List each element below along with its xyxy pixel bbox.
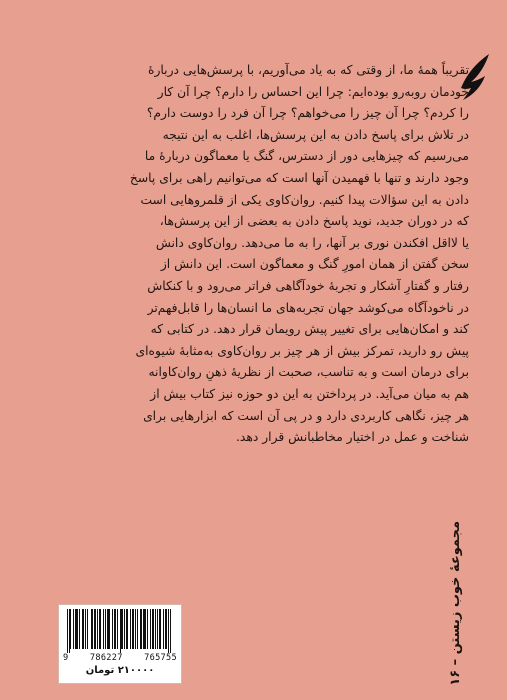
barcode-bar <box>91 609 92 649</box>
barcode-bar <box>143 609 144 649</box>
barcode-bar <box>165 609 166 649</box>
body-line: در ناخودآگاه می‌کوشد جهان تجربه‌های ما انسان‌ها را قابل‌فهم‌تر <box>147 300 469 315</box>
barcode-icon <box>67 609 173 653</box>
barcode-bar <box>126 609 127 649</box>
body-line: را کردم؟ چرا آن چیز را می‌خواهم؟ چرا آن فرد را دوست دارم؟ <box>146 106 469 121</box>
barcode-bar <box>147 609 148 649</box>
barcode-bar <box>87 609 88 649</box>
barcode-bar <box>79 609 80 649</box>
barcode-bar <box>153 609 154 649</box>
barcode-bar <box>117 609 118 649</box>
barcode-bar <box>97 609 98 649</box>
body-line: در تلاش برای پاسخ دادن به این پرسش‌ها، اغلب به این نتیجه <box>162 127 469 142</box>
barcode-bar <box>82 609 83 649</box>
body-line: تقریباً همهٔ ما، از وقتی که به یاد می‌آوریم، با پرسش‌هایی دربارهٔ <box>148 63 469 77</box>
barcode-bar <box>152 609 153 649</box>
barcode-bar <box>99 609 100 649</box>
barcode-bar <box>95 609 96 649</box>
barcode-bar <box>77 609 78 649</box>
barcode-bar <box>140 609 141 649</box>
barcode-bar <box>70 609 71 649</box>
barcode-bar <box>130 609 131 649</box>
barcode-bar <box>67 609 68 653</box>
isbn-prefix: 9 <box>63 653 69 663</box>
body-line: می‌رسیم که چیزهایی دور از دسترس، گنگ یا معماگون دربارهٔ ما <box>144 149 469 164</box>
isbn-group-1: 786227 <box>89 653 123 663</box>
series-text: مجموعهٔ خوب زیستن – ۱۶ <box>447 520 463 686</box>
isbn-group-2: 765755 <box>144 653 177 663</box>
body-line: وجود دارند و تنها با فهمیدن آنها است که می‌توانیم راهی برای پاسخ <box>129 170 469 185</box>
barcode-bar <box>108 609 109 649</box>
barcode-label <box>58 604 182 684</box>
barcode-bar <box>115 609 116 649</box>
body-line: که در دوران جدید، نوید پاسخ دادن به بعضی از این پرسش‌ها، <box>159 214 469 229</box>
barcode-bar <box>168 609 169 653</box>
isbn-number <box>63 653 177 663</box>
barcode-bar <box>103 609 104 649</box>
barcode-bar <box>160 609 161 649</box>
body-line: برای درمان است و به تناسب، صحبت از نظریهٔ ذهنِ روان‌کاوانه <box>148 365 469 380</box>
barcode-bar <box>83 609 84 649</box>
body-line: خودمان روبه‌رو بوده‌ایم: چرا این احساس را دارم؟ چرا آن کار <box>157 84 469 99</box>
body-line: کند و امکان‌هایی برای تغییر پیش رویمان قرار دهد. در کتابی که <box>150 322 469 337</box>
barcode-bar <box>144 609 145 649</box>
body-line: سخن گفتن از همان امورِ گنگ و معماگون است. این دانش از <box>160 257 469 272</box>
barcode-bar <box>120 609 121 653</box>
barcode-bar <box>145 609 146 649</box>
barcode-bar <box>141 609 142 649</box>
barcode-bar <box>105 609 106 649</box>
barcode-bar <box>112 609 113 649</box>
body-line: دادن به این سؤالات پیدا کنیم. روان‌کاوی یکی از قلمروهایی است <box>140 192 469 207</box>
barcode-bar <box>76 609 77 649</box>
price-label: ۲۱۰۰۰۰ تومان <box>85 665 155 676</box>
barcode-bar <box>109 609 110 649</box>
barcode-bar <box>69 609 70 653</box>
barcode-bar <box>92 609 93 649</box>
barcode-bar <box>85 609 86 649</box>
barcode-bar <box>159 609 160 649</box>
barcode-bar <box>166 609 167 649</box>
barcode-bar <box>73 609 74 649</box>
barcode-bar <box>127 609 128 649</box>
body-line: پیش رو دارید، تمرکز بیش از هر چیز بر روان‌کاوی به‌مثابهٔ شیوه‌ای <box>135 343 469 358</box>
back-cover-description <box>50 60 469 449</box>
barcode-bar <box>157 609 158 649</box>
body-line: شناخت و عمل در اختیار مخاطبانش قرار دهد. <box>236 430 469 445</box>
barcode-bar <box>122 609 123 649</box>
barcode-bar <box>163 609 164 649</box>
body-line: یا لااقل افکندن نوری بر آنها، را به ما می‌دهد. روان‌کاوی دانش <box>155 235 469 250</box>
barcode-bar <box>133 609 134 649</box>
body-line: هم به میان می‌آید. در پرداختن به این دو حوزه نیز کتاب بیش از <box>150 386 469 401</box>
barcode-bar <box>94 609 95 649</box>
barcode-bar <box>114 609 115 649</box>
barcode-bar <box>100 609 101 649</box>
barcode-bar <box>137 609 138 649</box>
body-line: هر چیز، نگاهی کاربردی دارد و در پی آن است که ابزارهایی برای <box>143 408 469 423</box>
barcode-bar <box>124 609 125 649</box>
series-label <box>441 522 469 684</box>
barcode-bar <box>135 609 136 649</box>
body-line: رفتار و گفتارِ آشکار و تجربهٔ خودآگاهی فراتر می‌رود و با کنکاش <box>147 278 469 293</box>
barcode-bar <box>121 609 122 649</box>
barcode-bar <box>170 609 171 653</box>
barcode-bar <box>150 609 151 649</box>
barcode-bar <box>132 609 133 649</box>
barcode-bar <box>75 609 76 649</box>
barcode-bar <box>155 609 156 649</box>
barcode-bar <box>107 609 108 649</box>
